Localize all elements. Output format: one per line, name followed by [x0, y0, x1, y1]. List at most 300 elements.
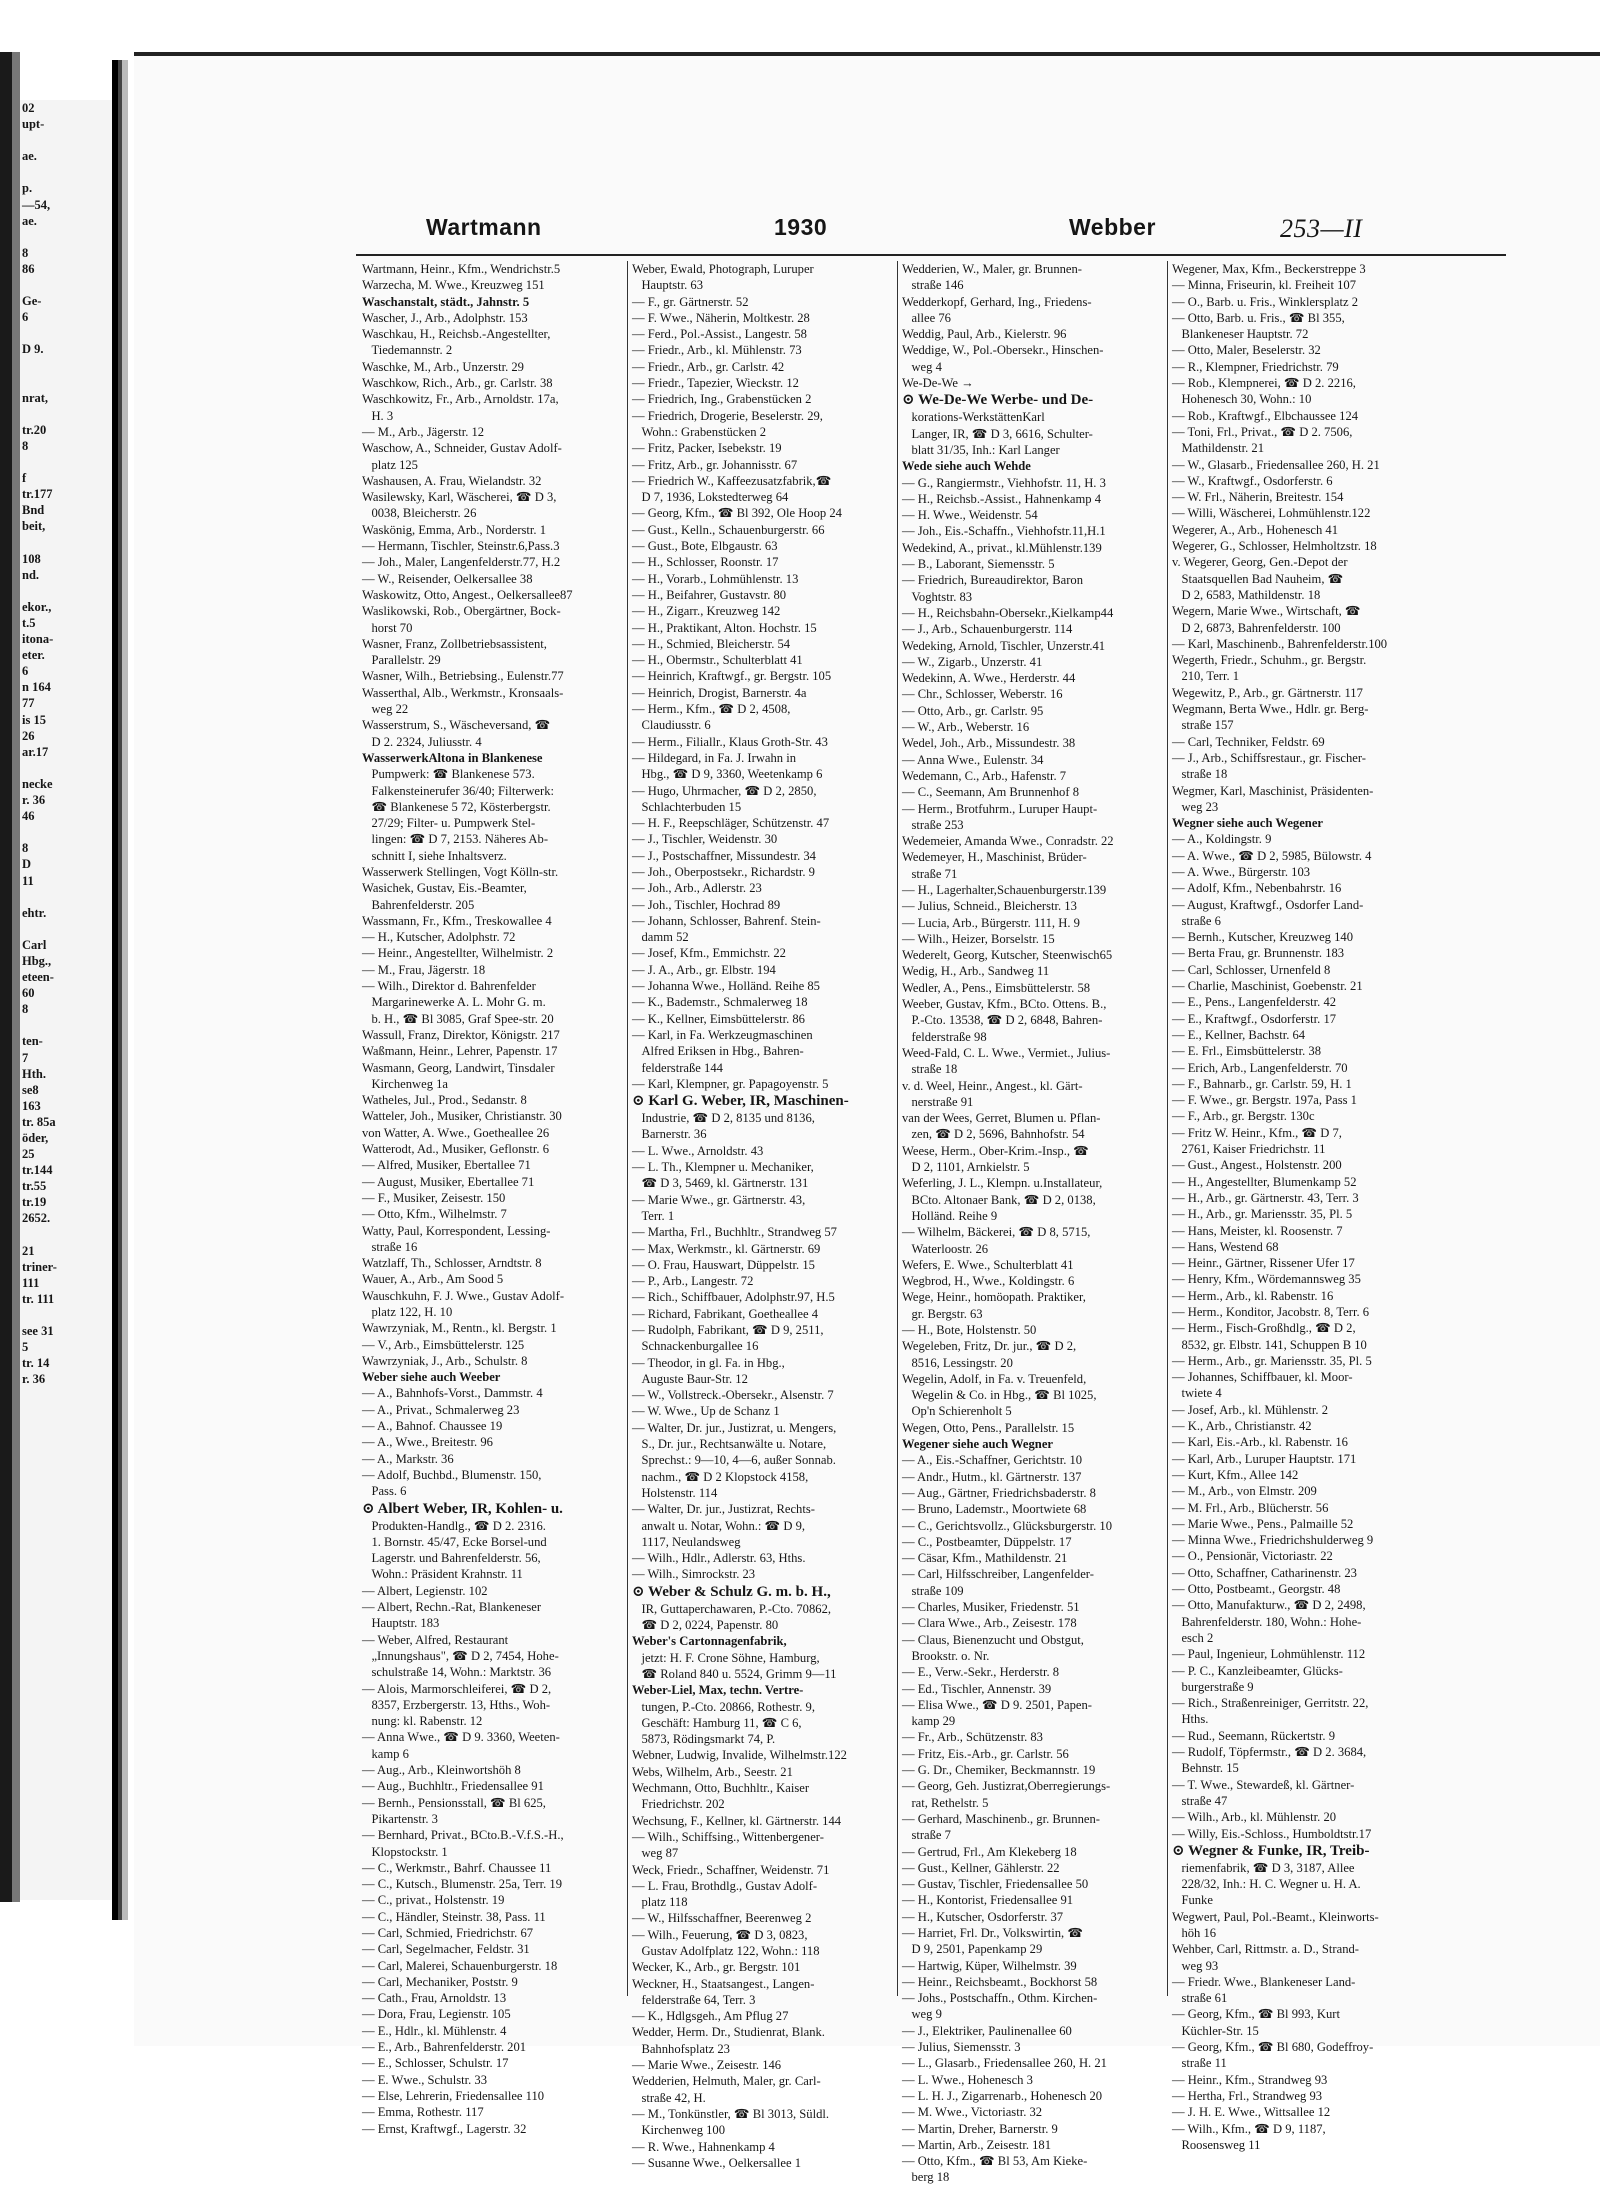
directory-entry-line: — E., Hdlr., kl. Mühlenstr. 4	[362, 2023, 507, 2038]
directory-entry-line: weg 87	[632, 1846, 679, 1861]
directory-entry-line: Wegelin, Adolf, in Fa. v. Treuenfeld,	[902, 1371, 1087, 1386]
left-page-fragment: triner-	[22, 1259, 57, 1274]
directory-entry-line: Mathildenstr. 21	[1172, 441, 1264, 456]
directory-entry-line: — Gust., Kelln., Schauenburgerstr. 66	[632, 522, 825, 537]
directory-entry-line: — Gust., Bote, Elbgaustr. 63	[632, 539, 778, 554]
directory-entry-line: Waschanstalt, städt., Jahnstr. 5	[362, 294, 530, 309]
directory-entry-line: — Rich., Straßenreiniger, Gerritstr. 22,	[1172, 1696, 1369, 1711]
directory-entry-line: — Weber, Alfred, Restaurant	[362, 1632, 509, 1647]
directory-entry-line: — Friedr., Arb., gr. Carlstr. 42	[632, 359, 785, 374]
left-page-fragment: 8	[22, 1002, 29, 1017]
directory-entry-line: — A., Bahnhofs-Vorst., Dammstr. 4	[362, 1386, 543, 1401]
header-year: 1930	[774, 214, 828, 240]
directory-entry-line: — Friedr., Tapezier, Wieckstr. 12	[632, 376, 799, 391]
directory-entry-line: — B., Laborant, Siemensstr. 5	[902, 557, 1055, 572]
directory-entry-line: Waskowitz, Otto, Angest., Oelkersallee87	[362, 587, 573, 602]
directory-entry-line: Wartmann, Heinr., Kfm., Wendrichstr.5	[362, 262, 561, 276]
directory-entry-line: — Otto, Postbeamt., Georgstr. 48	[1172, 1582, 1341, 1597]
directory-entry-line: — Erich, Arb., Langenfelderstr. 70	[1172, 1060, 1348, 1075]
directory-entry-line: — O., Barb. u. Fris., Winklersplatz 2	[1172, 294, 1359, 309]
directory-entry-line: — Herm., Konditor, Jacobstr. 8, Terr. 6	[1172, 1305, 1370, 1319]
directory-entry-line: — Wilh., Direktor d. Bahrenfelder	[362, 979, 536, 994]
directory-entry-line: — Adolf, Buchbd., Blumenstr. 150,	[362, 1467, 542, 1482]
directory-entry-line: 228/32, Inh.: H. C. Wegner u. H. A.	[1172, 1877, 1361, 1892]
directory-entry-line: — H., Reichsbahn-Obersekr.,Kielkamp44	[902, 605, 1114, 620]
directory-entry-line: — Wilhelm, Bäckerei, ☎ D 8, 5715,	[902, 1225, 1091, 1240]
directory-entry-line: riemenfabrik, ☎ D 3, 3187, Allee	[1172, 1860, 1355, 1875]
left-page-fragment: 8	[22, 438, 29, 453]
directory-entry-line: — Hildegard, in Fa. J. Irwahn in	[632, 750, 797, 765]
directory-entry-line: ☎ D 2, 0224, Papenstr. 80	[632, 1618, 779, 1633]
left-page-fragment: tr. 85a	[22, 1114, 56, 1129]
directory-entry-line: Washausen, A. Frau, Wielandstr. 32	[362, 473, 542, 488]
directory-entry-line: weg 4	[902, 359, 942, 374]
directory-entry-line: — Fr., Arb., Schützenstr. 83	[902, 1730, 1043, 1745]
left-page-fragment	[20, 164, 112, 180]
left-page-fragment: 25	[22, 1147, 35, 1162]
directory-entry-line: — P. C., Kanzleibeamter, Glücks-	[1172, 1663, 1343, 1678]
directory-entry-line: — Willi, Wäscherei, Lohmühlenstr.122	[1172, 506, 1371, 521]
left-page-fragment: 7	[22, 1050, 29, 1065]
directory-entry-line: — Anna Wwe., ☎ D 9. 3360, Weeten-	[362, 1730, 560, 1745]
directory-entry-line: felderstraße 98	[902, 1029, 987, 1044]
directory-entry-line: Waschkowitz, Fr., Arb., Arnoldstr. 17a,	[362, 392, 559, 407]
directory-entry-line: — Hugo, Uhrmacher, ☎ D 2, 2850,	[632, 783, 817, 798]
directory-entry-line: — Joh., Eis.-Schaffn., Viehhofstr.11,H.1	[902, 524, 1106, 539]
directory-entry-line: — Heinrich, Kraftwgf., gr. Bergstr. 105	[632, 669, 832, 684]
left-page-fragment: 26	[22, 728, 35, 743]
directory-entry-line: — Paul, Ingenieur, Lohmühlenstr. 112	[1172, 1647, 1366, 1662]
directory-entry-line: — Aug., Arb., Kleinwortshöh 8	[362, 1763, 521, 1778]
directory-entry-line: — Joh., Arb., Adlerstr. 23	[632, 881, 762, 896]
directory-entry-line: nachm., ☎ D 2 Klopstock 4158,	[632, 1469, 809, 1484]
directory-page	[134, 52, 1600, 2185]
directory-entry-line: „Innungshaus", ☎ D 2, 7454, Hohe-	[362, 1648, 559, 1663]
directory-entry-line: straße 109	[902, 1583, 964, 1598]
directory-entry-line: lingen: ☎ D 7, 2153. Näheres Ab-	[362, 832, 549, 847]
header-right-keyword: Webber	[1069, 214, 1156, 240]
directory-entry-line: — W., Zigarb., Unzerstr. 41	[902, 654, 1043, 669]
left-page-fragment: tr.20	[22, 422, 47, 437]
directory-entry-line: — Wilh., Schiffsing., Wittenbergener-	[632, 1829, 824, 1844]
left-page-fragment: Hth.	[22, 1066, 46, 1081]
left-page-fragment: ehtr.	[22, 905, 47, 920]
directory-entry-line: Langer, IR, ☎ D 3, 6616, Schulter-	[902, 426, 1093, 441]
left-page-fragment: 60	[22, 986, 35, 1001]
directory-entry-line: — G., Rangiermstr., Viehhofstr. 11, H. 3	[902, 475, 1106, 490]
directory-entry-line: ⊙ Karl G. Weber, IR, Maschinen-	[632, 1093, 849, 1110]
directory-entry-line: — Bruno, Lademstr., Moortwiete 68	[902, 1502, 1087, 1517]
directory-entry-line: — Susanne Wwe., Oelkersallee 1	[632, 2155, 802, 2170]
directory-entry-line: straße 6	[1172, 913, 1221, 928]
directory-entry-line: — Hartwig, Küper, Wilhelmstr. 39	[902, 1958, 1077, 1973]
directory-entry-line: Wohn.: Grabenstücken 2	[632, 424, 766, 439]
directory-entry-line: Waschkau, H., Reichsb.-Angestellter,	[362, 327, 551, 342]
directory-entry-line: Hauptstr. 63	[632, 278, 704, 293]
directory-entry-line: — Heinr., Kfm., Strandweg 93	[1172, 2072, 1328, 2087]
directory-entry-line: Terr. 1	[632, 1208, 675, 1223]
directory-entry-line: — Rud., Seemann, Rückertstr. 9	[1172, 1728, 1335, 1743]
directory-entry-line: — Marie Wwe., Zeisestr. 146	[632, 2058, 782, 2073]
directory-entry-line: Hths.	[1172, 1712, 1209, 1727]
directory-entry-line: Wohn.: Präsident Krahnstr. 11	[362, 1567, 523, 1582]
directory-entry-line: D 2, 6873, Bahrenfelderstr. 100	[1172, 620, 1341, 635]
left-page-fragment	[20, 358, 112, 374]
directory-entry-line: twiete 4	[1172, 1386, 1222, 1401]
directory-entry-line: platz 122, H. 10	[362, 1305, 453, 1319]
directory-entry-line: — Friedrich, Bureaudirektor, Baron	[902, 573, 1084, 588]
directory-entry-line: — E., Kellner, Bachstr. 64	[1172, 1027, 1306, 1042]
directory-entry-line: — Herm., Kfm., ☎ D 2, 4508,	[632, 702, 791, 717]
left-page-fragment: 21	[22, 1243, 35, 1258]
directory-entry-line: Watterodt, Ad., Musiker, Geflonstr. 6	[362, 1142, 550, 1157]
directory-entry-line: — Claus, Bienenzucht und Obstgut,	[902, 1632, 1084, 1647]
directory-entry-line: horst 70	[362, 620, 413, 635]
directory-entry-line: — J., Arb., Schiffsrestaur., gr. Fischer-	[1172, 750, 1366, 765]
left-page-fragment: r. 36	[22, 1372, 46, 1387]
directory-entry-line: Wedekinn, A. Wwe., Herderstr. 44	[902, 671, 1076, 686]
left-page-fragment: 6	[22, 664, 29, 679]
header-left-keyword: Wartmann	[426, 214, 542, 240]
directory-entry-line: Wegen, Otto, Pens., Parallelstr. 15	[902, 1420, 1075, 1435]
directory-entry-line: — Karl, in Fa. Werkzeugmaschinen	[632, 1027, 813, 1042]
directory-entry-line: — Marie Wwe., gr. Gärtnerstr. 43,	[632, 1192, 806, 1207]
directory-entry-line: — E. Wwe., Schulstr. 33	[362, 2072, 487, 2087]
directory-entry-line: — H., Obermstr., Schulterblatt 41	[632, 653, 803, 668]
left-page-fragment: is 15	[22, 712, 46, 727]
directory-entry-line: nerstraße 91	[902, 1094, 974, 1109]
directory-entry-line: — E. Frl., Eimsbüttelerstr. 38	[1172, 1044, 1322, 1059]
directory-entry-line: Wasserwerk Stellingen, Vogt Kölln-str.	[362, 864, 559, 879]
left-page-fragment: tr.55	[22, 1179, 47, 1194]
directory-entry-line: straße 253	[902, 817, 964, 832]
directory-entry-line: Kirchenweg 100	[632, 2123, 726, 2138]
left-page-fragment: öder,	[22, 1131, 49, 1145]
directory-entry-line: Wauschkuhn, F. J. Wwe., Gustav Adolf-	[362, 1288, 565, 1303]
left-page-fragment: 86	[22, 261, 35, 276]
directory-entry-line: Wedemeier, Amanda Wwe., Conradstr. 22	[902, 834, 1114, 849]
directory-entry-line: Wegewitz, P., Arb., gr. Gärtnerstr. 117	[1172, 685, 1363, 700]
directory-entry-line: ⊙ Weber & Schulz G. m. b. H.,	[632, 1583, 831, 1600]
left-page-fragment	[20, 406, 112, 422]
directory-entry-line: Klopstockstr. 1	[362, 1844, 448, 1859]
directory-entry-line: Weber-Liel, Max, techn. Vertre-	[632, 1683, 804, 1698]
directory-entry-line: — H., Arb., gr. Mariensstr. 35, Pl. 5	[1172, 1207, 1353, 1222]
directory-entry-line: Wege, Heinr., homöopath. Praktiker,	[902, 1290, 1086, 1305]
directory-entry-line: — E., Pens., Langenfelderstr. 42	[1172, 995, 1337, 1010]
directory-entry-line: — Albert, Legienstr. 102	[362, 1583, 488, 1598]
left-page-fragment	[20, 325, 112, 341]
directory-entry-line: — M. Frl., Arb., Blücherstr. 56	[1172, 1500, 1329, 1515]
directory-entry-line: — Heinr., Angestellter, Wilhelmistr. 2	[362, 946, 554, 961]
directory-entry-line: D 2, 1101, Arnkielstr. 5	[902, 1160, 1030, 1175]
directory-entry-line: — Hermann, Tischler, Steinstr.6,Pass.3	[362, 539, 560, 554]
directory-entry-line: Holländ. Reihe 9	[902, 1208, 998, 1223]
directory-entry-line: — Georg, Kfm., ☎ Bl 680, Godeffroy-	[1172, 2040, 1374, 2055]
directory-entry-line: Produkten-Handlg., ☎ D 2. 2316.	[362, 1518, 546, 1533]
directory-entry-line: Auguste Baur-Str. 12	[632, 1371, 748, 1386]
directory-entry-line: — E., Schlosser, Schulstr. 17	[362, 2056, 509, 2071]
directory-entry-line: weg 93	[1172, 1958, 1219, 1973]
directory-entry-line: — W., Vollstreck.-Obersekr., Alsenstr. 7	[632, 1388, 834, 1403]
left-page-fragment: t.5	[22, 616, 36, 630]
directory-entry-line: ☎ D 3, 5469, kl. Gärtnerstr. 131	[632, 1176, 809, 1191]
directory-entry-line: — Clara Wwe., Arb., Zeisestr. 178	[902, 1616, 1077, 1631]
left-page-fragment: nrat,	[22, 390, 49, 405]
directory-entry-line: — Georg, Geh. Justizrat,Oberregierungs-	[902, 1779, 1111, 1794]
left-page-fragment: 5	[22, 1340, 29, 1355]
left-page-fragment: D 9.	[22, 342, 44, 357]
directory-entry-line: — Otto, Maler, Beselerstr. 32	[1172, 343, 1321, 358]
directory-entry-line: — Carl, Mechaniker, Poststr. 9	[362, 1974, 518, 1989]
left-page-fragment: 11	[22, 873, 34, 888]
directory-entry-line: — Dora, Frau, Legienstr. 105	[362, 2007, 511, 2022]
directory-entry-line: Wegener, Max, Kfm., Beckerstreppe 3	[1172, 262, 1366, 276]
directory-entry-line: 0038, Bleicherstr. 26	[362, 506, 477, 521]
directory-entry-line: — Karl, Arb., Luruper Hauptstr. 171	[1172, 1451, 1357, 1466]
directory-entry-line: Wawrzyniak, J., Arb., Schulstr. 8	[362, 1353, 528, 1368]
left-page-fragment: tr. 111	[22, 1291, 55, 1306]
directory-entry-line: Wedder, Herm. Dr., Studienrat, Blank.	[632, 2025, 825, 2040]
directory-entry-line: — H., Zigarr., Kreuzweg 142	[632, 604, 781, 619]
left-page-fragment: 02	[22, 101, 35, 115]
directory-entry-line: — R., Klempner, Friedrichstr. 79	[1172, 359, 1339, 374]
directory-entry-line: — Johann, Schlosser, Bahrenf. Stein-	[632, 913, 821, 928]
directory-entry-line: Margarinewerke A. L. Mohr G. m.	[362, 995, 546, 1010]
directory-entry-line: Blankeneser Hauptstr. 72	[1172, 327, 1309, 342]
directory-entry-line: esch 2	[1172, 1630, 1214, 1645]
directory-entry-line: — Friedrich W., Kaffeezusatzfabrik,☎	[632, 473, 832, 488]
directory-entry-line: Brookstr. o. Nr.	[902, 1648, 990, 1663]
directory-entry-line: Wasilewsky, Karl, Wäscherei, ☎ D 3,	[362, 490, 557, 505]
directory-entry-line: Waterloostr. 26	[902, 1241, 989, 1256]
directory-entry-line: IR, Guttaperchawaren, P.-Cto. 70862,	[632, 1601, 832, 1616]
directory-entry-line: — Bernh., Kutscher, Kreuzweg 140	[1172, 930, 1354, 945]
left-page-fragment	[20, 132, 112, 148]
directory-entry-line: — H., Bote, Holstenstr. 50	[902, 1323, 1037, 1337]
directory-entry-line: — H., Beifahrer, Gustavstr. 80	[632, 587, 787, 602]
directory-entry-line: — Wilh., Heizer, Borselstr. 15	[902, 931, 1055, 946]
directory-entry-line: — W. Frl., Näherin, Breitestr. 154	[1172, 490, 1344, 505]
directory-entry-line: straße 11	[1172, 2056, 1227, 2071]
directory-entry-line: tungen, P.-Cto. 20866, Rothestr. 9,	[632, 1699, 815, 1714]
directory-entry-line: Watheles, Jul., Prod., Sedanstr. 8	[362, 1093, 527, 1108]
directory-entry-line: Geschäft: Hamburg 11, ☎ C 6,	[632, 1715, 802, 1730]
directory-entry-line: — Fritz, Arb., gr. Johannisstr. 67	[632, 457, 798, 472]
directory-entry-line: Weddig, Paul, Arb., Kielerstr. 96	[902, 327, 1067, 342]
column-divider	[897, 261, 898, 1996]
directory-entry-line: — Gertrud, Frl., Am Klekeberg 18	[902, 1844, 1077, 1859]
left-page-fragment: 8	[22, 245, 29, 260]
directory-entry-line: — A., Koldingstr. 9	[1172, 832, 1272, 847]
directory-entry-line: — Otto, Kfm., ☎ Bl 53, Am Kieke-	[902, 2154, 1088, 2169]
directory-entry-line: von Watter, A. Wwe., Goetheallee 26	[362, 1125, 550, 1140]
directory-entry-line: — L. Wwe., Arnoldstr. 43	[632, 1143, 764, 1158]
directory-entry-line: Wasserstrum, S., Wäscheversand, ☎	[362, 718, 551, 733]
directory-entry-line: — Josef, Kfm., Emmichstr. 22	[632, 946, 786, 961]
directory-entry-line: — K., Kellner, Eimsbüttelerstr. 86	[632, 1011, 805, 1026]
directory-entry-line: straße 61	[1172, 1991, 1228, 2006]
directory-entry-line: — Albert, Rechn.-Rat, Blankeneser	[362, 1600, 542, 1615]
directory-entry-line: — Fritz W. Heinr., Kfm., ☎ D 7,	[1172, 1125, 1342, 1140]
directory-entry-line: — Rich., Schiffbauer, Adolphstr.97, H.5	[632, 1290, 835, 1305]
left-page-fragment: ten-	[22, 1034, 43, 1049]
directory-entry-line: — O., Pensionär, Victoriastr. 22	[1172, 1549, 1333, 1564]
directory-entry-line: — J., Arb., Schauenburgerstr. 114	[902, 622, 1073, 637]
directory-entry-line: P.-Cto. 13538, ☎ D 2, 6848, Bahren-	[902, 1013, 1103, 1028]
directory-entry-line: Weck, Friedr., Schaffner, Weidenstr. 71	[632, 1862, 830, 1877]
directory-entry-line: — Kurt, Kfm., Allee 142	[1172, 1467, 1299, 1482]
directory-entry-line: — A., Eis.-Schaffner, Gerichtstr. 10	[902, 1453, 1083, 1468]
left-page-fragment: se8	[22, 1082, 39, 1097]
directory-entry-line: — Carl, Schmied, Friedrichstr. 67	[362, 1925, 534, 1940]
directory-entry-line: Wedderien, Helmuth, Maler, gr. Carl-	[632, 2074, 821, 2089]
left-page-fragment: 163	[22, 1098, 41, 1113]
directory-entry-line: Roosensweg 11	[1172, 2137, 1261, 2152]
left-page-fragment: 108	[22, 551, 41, 566]
left-page-fragment: tr.144	[22, 1163, 53, 1178]
column-1	[362, 261, 620, 2136]
directory-entry-line: — Gust., Angest., Holstenstr. 200	[1172, 1158, 1342, 1173]
directory-entry-line: — Otto, Barb. u. Fris., ☎ Bl 355,	[1172, 310, 1345, 325]
directory-entry-line: Barnerstr. 36	[632, 1127, 707, 1142]
left-page-fragment: D	[22, 857, 32, 872]
directory-entry-line: felderstraße 64, Terr. 3	[632, 1992, 756, 2007]
directory-entry-line: Wegner siehe auch Wegener	[1172, 816, 1323, 831]
left-page-fragment: —54,	[22, 197, 51, 212]
directory-entry-line: — Carl, Schlosser, Urnenfeld 8	[1172, 962, 1331, 977]
directory-entry-line: Gustav Adolfplatz 122, Wohn.: 118	[632, 1943, 820, 1958]
directory-entry-line: Weed-Fald, C. L. Wwe., Vermiet., Julius-	[902, 1045, 1111, 1060]
directory-entry-line: Wedler, A., Pens., Eimsbüttelerstr. 58	[902, 980, 1091, 995]
directory-entry-line: — Friedrich, Ing., Grabenstücken 2	[632, 392, 812, 407]
directory-entry-line: Wegelin & Co. in Hbg., ☎ Bl 1025,	[902, 1388, 1097, 1403]
directory-entry-line: — Martha, Frl., Buchhltr., Strandweg 57	[632, 1225, 837, 1240]
left-page-fragment: upt-	[22, 117, 45, 132]
directory-entry-line: berg 18	[902, 2170, 950, 2185]
directory-entry-line: — Johs., Postschaffn., Othm. Kirchen-	[902, 1991, 1098, 2006]
left-page-fragment: r. 36	[22, 793, 46, 808]
directory-entry-line: — M., Arb., Jägerstr. 12	[362, 424, 485, 439]
directory-entry-line: — Charlie, Maschinist, Goebenstr. 21	[1172, 979, 1363, 994]
directory-entry-line: — K., Bademstr., Schmalerweg 18	[632, 995, 808, 1010]
directory-entry-line: — C., privat., Holstenstr. 19	[362, 1893, 505, 1908]
directory-entry-line: Webner, Ludwig, Invalide, Wilhelmstr.122	[632, 1748, 847, 1763]
directory-entry-line: Wedel, Joh., Arb., Missundestr. 38	[902, 736, 1076, 751]
directory-entry-line: Holstenstr. 114	[632, 1485, 718, 1500]
directory-entry-line: Watteler, Joh., Musiker, Christianstr. 30	[362, 1109, 562, 1124]
left-page-fragment: Bnd	[22, 503, 45, 518]
directory-entry-line: — R. Wwe., Hahnenkamp 4	[632, 2139, 775, 2154]
directory-entry-line: Wasichek, Gustav, Eis.-Beamter,	[362, 881, 527, 896]
directory-entry-line: Wauer, A., Arb., Am Sood 5	[362, 1272, 504, 1287]
left-page-fragment: tr.19	[22, 1195, 47, 1210]
directory-entry-line: Wegerth, Friedr., Schuhm., gr. Bergstr.	[1172, 653, 1367, 668]
directory-entry-line: — C., Werkmstr., Bahrf. Chaussee 11	[362, 1860, 552, 1875]
directory-entry-line: 27/29; Filter- u. Pumpwerk Stel-	[362, 816, 536, 831]
directory-entry-line: Wedig, H., Arb., Sandweg 11	[902, 964, 1050, 979]
directory-entry-line: — H. Wwe., Weidenstr. 54	[902, 508, 1038, 523]
directory-entry-line: — Herm., Brotfuhrm., Luruper Haupt-	[902, 801, 1098, 816]
directory-entry-line: Behnstr. 15	[1172, 1761, 1239, 1776]
directory-entry-line: — H., Kutscher, Osdorferstr. 37	[902, 1909, 1064, 1924]
directory-entry-line: — Hans, Meister, kl. Roosenstr. 7	[1172, 1223, 1343, 1238]
directory-entry-line: Friedrichstr. 202	[632, 1797, 725, 1812]
directory-entry-line: — Wilh., Feuerung, ☎ D 3, 0823,	[632, 1927, 808, 1942]
directory-entry-line: — W., Reisender, Oelkersallee 38	[362, 571, 533, 586]
column-3	[902, 261, 1160, 2185]
directory-entry-line: — H., Praktikant, Alton. Hochstr. 15	[632, 620, 817, 635]
page-number: 253—II	[1280, 214, 1363, 243]
directory-entry-line: gr. Bergstr. 63	[902, 1306, 983, 1321]
directory-entry-line: Pikartenstr. 3	[362, 1811, 438, 1826]
directory-entry-line: Claudiusstr. 6	[632, 718, 711, 733]
directory-entry-line: v. Wegerer, Georg, Gen.-Depot der	[1172, 555, 1348, 570]
directory-entry-line: — Ed., Tischler, Annenstr. 39	[902, 1681, 1052, 1696]
directory-entry-line: — Rob., Kraftwgf., Elbchaussee 124	[1172, 408, 1359, 423]
left-page-fragment	[20, 1307, 112, 1323]
directory-entry-line: Wasner, Franz, Zollbetriebsassistent,	[362, 636, 547, 651]
directory-entry-line: — Johannes, Schiffbauer, kl. Moor-	[1172, 1370, 1353, 1385]
directory-entry-line: Alfred Eriksen in Hbg., Bahren-	[632, 1044, 804, 1059]
directory-entry-line: — F., Bahnarb., gr. Carlstr. 59, H. 1	[1172, 1076, 1352, 1091]
directory-entry-line: — Ferd., Pol.-Assist., Langestr. 58	[632, 327, 807, 342]
left-page-fragment: 8	[22, 841, 29, 856]
directory-entry-line: — Aug., Buchhltr., Friedensallee 91	[362, 1779, 544, 1794]
directory-entry-line: Wederelt, Georg, Kutscher, Steenwisch65	[902, 948, 1113, 963]
directory-entry-line: — W., Arb., Weberstr. 16	[902, 720, 1030, 735]
directory-entry-line: schnitt I, siehe Inhaltsverz.	[362, 848, 507, 863]
directory-entry-line: schulstraße 14, Wohn.: Marktstr. 36	[362, 1665, 552, 1680]
directory-entry-line: — Minna Wwe., Friedrichshulderweg 9	[1172, 1533, 1374, 1548]
directory-entry-line: — A., Wwe., Breitestr. 96	[362, 1435, 493, 1450]
directory-entry-line: — Hertha, Frl., Strandweg 93	[1172, 2088, 1323, 2103]
directory-entry-line: Wefers, E. Wwe., Schulterblatt 41	[902, 1257, 1074, 1272]
directory-entry-line: ☎ Blankenese 5 72, Kösterbergstr.	[362, 799, 551, 814]
directory-entry-line: — H., Schmied, Bleicherstr. 54	[632, 636, 791, 651]
directory-entry-line: — Herm., Fisch-Großhdlg., ☎ D 2,	[1172, 1321, 1356, 1336]
directory-entry-line: — H., Angestellter, Blumenkamp 52	[1172, 1174, 1357, 1189]
directory-entry-line: — Walter, Dr. jur., Justizrat, Rechts-	[632, 1502, 815, 1517]
directory-entry-line: Wasserthal, Alb., Werkmstr., Kronsaals-	[362, 685, 564, 700]
directory-entry-line: — Carl, Malerei, Schauenburgerstr. 18	[362, 1958, 558, 1973]
left-page-fragment	[20, 535, 112, 551]
directory-entry-line: — Charles, Musiker, Friedenstr. 51	[902, 1600, 1080, 1615]
directory-entry-line: — Gust., Kellner, Gählerstr. 22	[902, 1860, 1060, 1875]
directory-entry-line: — Chr., Schlosser, Weberstr. 16	[902, 687, 1063, 702]
directory-entry-line: Weeber, Gustav, Kfm., BCto. Ottens. B.,	[902, 997, 1107, 1012]
directory-entry-line: — V., Arb., Eimsbüttelerstr. 125	[362, 1337, 525, 1352]
directory-entry-line: — Joh., Oberpostsekr., Richardstr. 9	[632, 864, 815, 879]
directory-entry-line: Wedemeyer, H., Maschinist, Brüder-	[902, 850, 1087, 865]
directory-entry-line: Wegerer, G., Schlosser, Helmholtzstr. 18	[1172, 539, 1377, 554]
scan-edge	[0, 52, 20, 1902]
directory-entry-line: rat, Rethelstr. 5	[902, 1795, 989, 1810]
directory-entry-line: — Joh., Maler, Langenfelderstr.77, H.2	[362, 555, 561, 570]
directory-entry-line: — Elisa Wwe., ☎ D 9. 2501, Papen-	[902, 1697, 1092, 1712]
directory-entry-line: — Theodor, in gl. Fa. in Hbg.,	[632, 1355, 785, 1370]
directory-entry-line: — Herm., Filiallr., Klaus Groth-Str. 43	[632, 734, 828, 749]
directory-entry-line: — August, Kraftwgf., Osdorfer Land-	[1172, 897, 1364, 912]
directory-entry-line: Weddige, W., Pol.-Obersekr., Hinschen-	[902, 343, 1104, 358]
directory-entry-line: — F., Arb., gr. Bergstr. 130c	[1172, 1109, 1315, 1124]
directory-entry-line: Bahnhofsplatz 23	[632, 2041, 730, 2056]
directory-entry-line: — Alois, Marmorschleiferei, ☎ D 2,	[362, 1681, 552, 1696]
directory-entry-line: Pass. 6	[362, 1484, 407, 1499]
directory-entry-line: — Carl, Techniker, Feldstr. 69	[1172, 734, 1325, 749]
directory-entry-line: — L. Wwe., Hohenesch 3	[902, 2072, 1033, 2087]
left-page-fragment	[20, 454, 112, 470]
